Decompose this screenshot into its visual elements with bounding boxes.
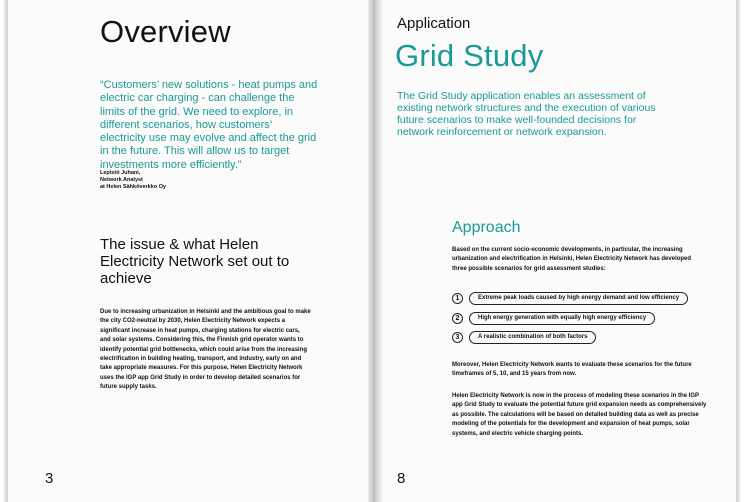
issue-body: Due to increasing urbanization in Helsinki and the ambitious goal to make the city CO2-neutral by 2030, Helen Electricity Network expects a significant increase in heat pumps, charging stations for electric cars, and solar systems. Considering this, the Finnish grid operator wants to identify potential grid bottlenecks, which could arise from the increasing electrification in building heating, transport, and industry, early on and take appropriate measures. For this purpose, Helen Electricity Network uses the IGP app Grid Study in order to develop detailed scenarios for future supply tasks. xyxy=(100,309,311,391)
grid-study-title: Grid Study xyxy=(395,38,544,73)
scenario-label: Extreme peak loads caused by high energy demand and low efficiency xyxy=(469,292,688,305)
scenario-label: High energy generation with equally high energy efficiency xyxy=(469,312,655,325)
book-gutter xyxy=(368,0,382,502)
attribution-name: Lepistö Juhani, xyxy=(100,170,141,176)
attribution-company: at Helen Sähköverkko Oy xyxy=(100,184,167,190)
scenario-item xyxy=(452,331,596,344)
attribution-role: Network Analyst xyxy=(100,177,143,183)
scenario-number: 3 xyxy=(452,332,463,343)
modeling-paragraph: Helen Electricity Network is now in the process of modeling these scenarios in the IGP app Grid Study to evaluate the potential future grid expansion needs as comprehensively as possible. The calculations will be based on detailed building data as well as precise modeling of the potentials for the development and expansion of heat pumps, solar systems, and electric vehicle charging points. xyxy=(452,393,707,437)
scenario-number: 1 xyxy=(452,293,463,304)
scenario-number: 2 xyxy=(452,313,463,324)
page-number-right: 8 xyxy=(397,470,406,487)
application-kicker: Application xyxy=(397,15,471,32)
customer-quote: “Customers’ new solutions - heat pumps and electric car charging - can challenge the limits of the grid. We need to explore, in different scenarios, how customers’ electricity use may evolve and affect the grid in the future. This will allow us to target investments more efficiently.” xyxy=(100,79,318,171)
issue-heading: The issue & what Helen Electricity Network set out to achieve xyxy=(100,236,290,287)
page-number-left: 3 xyxy=(45,470,54,487)
approach-intro: Based on the current socio-economic developments, in particular, the increasing urbanization and electrification in Helsinki, Helen Electricity Network has developed three possible scenarios for grid assessment studies: xyxy=(452,247,692,272)
timeframes-paragraph: Moreover, Helen Electricity Network wants to evaluate these scenarios for the future timeframes of 5, 10, and 15 years from now. xyxy=(452,362,692,378)
scenario-label: A realistic combination of both factors xyxy=(469,331,596,344)
quote-attribution xyxy=(100,170,220,191)
scenario-item xyxy=(452,292,688,305)
overview-title: Overview xyxy=(100,14,231,49)
grid-study-intro: The Grid Study application enables an assessment of existing network structures and the execution of various future scenarios to make well-founded decisions for network reinforcement or network expansion. xyxy=(397,90,656,138)
approach-heading: Approach xyxy=(452,219,521,236)
scenario-item xyxy=(452,312,655,325)
